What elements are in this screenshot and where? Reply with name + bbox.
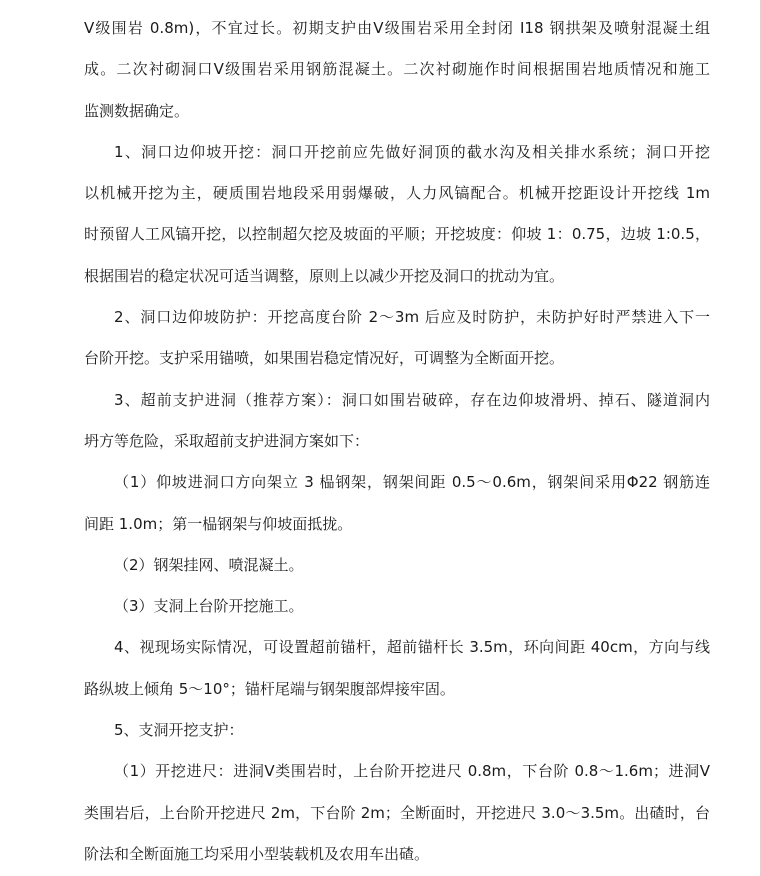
text-line: 成。二次衬砌洞口Ⅴ级围岩采用钢筋混凝土。二次衬砌施作时间根据围岩地质情况和施工 [84, 60, 710, 79]
text-line: （1）开挖进尺：进洞Ⅴ类围岩时，上台阶开挖进尺 0.8m，下台阶 0.8～1.6m；进洞Ⅴ [114, 762, 710, 781]
text-line: （3）支洞上台阶开挖施工。 [114, 597, 304, 616]
text-line: 4、视现场实际情况，可设置超前锚杆，超前锚杆长 3.5m，环向间距 40cm，方向与线 [114, 638, 710, 657]
document-body [84, 8, 710, 875]
text-line: 台阶开挖。支护采用锚喷，如果围岩稳定情况好，可调整为全断面开挖。 [84, 349, 565, 368]
text-line: 路纵坡上倾角 5～10°；锚杆尾端与钢架腹部焊接牢固。 [84, 679, 455, 698]
text-line: 监测数据确定。 [84, 101, 190, 120]
text-line: 2、洞口边仰坡防护：开挖高度台阶 2～3m 后应及时防护，未防护好时严禁进入下一 [114, 308, 710, 327]
text-line: 间距 1.0m；第一榀钢架与仰坡面抵拢。 [84, 514, 353, 533]
text-line: Ⅴ级围岩 0.8m)，不宜过长。初期支护由Ⅴ级围岩采用全封闭 I18 钢拱架及喷射混凝土组 [84, 19, 710, 37]
text-line: 3、超前支护进洞（推荐方案）：洞口如围岩破碎，存在边仰坡滑坍、掉石、隧道洞内 [114, 390, 710, 409]
text-line: 坍方等危险，采取超前支护进洞方案如下： [84, 431, 370, 450]
text-line: （2）钢架挂网、喷混凝土。 [114, 555, 304, 574]
text-line: 1、洞口边仰坡开挖：洞口开挖前应先做好洞顶的截水沟及相关排水系统；洞口开挖 [114, 142, 710, 161]
text-line: 以机械开挖为主，硬质围岩地段采用弱爆破，人力风镐配合。机械开挖距设计开挖线 1m [84, 184, 710, 203]
text-line: （1）仰坡进洞口方向架立 3 榀钢架，钢架间距 0.5～0.6m，钢架间采用Φ22 钢筋连 [114, 473, 710, 492]
text-line: 5、支洞开挖支护： [114, 721, 244, 740]
text-line: 根据围岩的稳定状况可适当调整，原则上以减少开挖及洞口的扰动为宜。 [84, 266, 565, 285]
text-line: 类围岩后，上台阶开挖进尺 2m，下台阶 2m；全断面时，开挖进尺 3.0～3.5m。出碴时，台 [84, 803, 710, 822]
text-line: 阶法和全断面施工均采用小型装载机及农用车出碴。 [84, 844, 430, 863]
text-line: 时预留人工风镐开挖，以控制超欠挖及坡面的平顺；开挖坡度：仰坡 1：0.75，边坡 1:0.5， [84, 225, 710, 244]
